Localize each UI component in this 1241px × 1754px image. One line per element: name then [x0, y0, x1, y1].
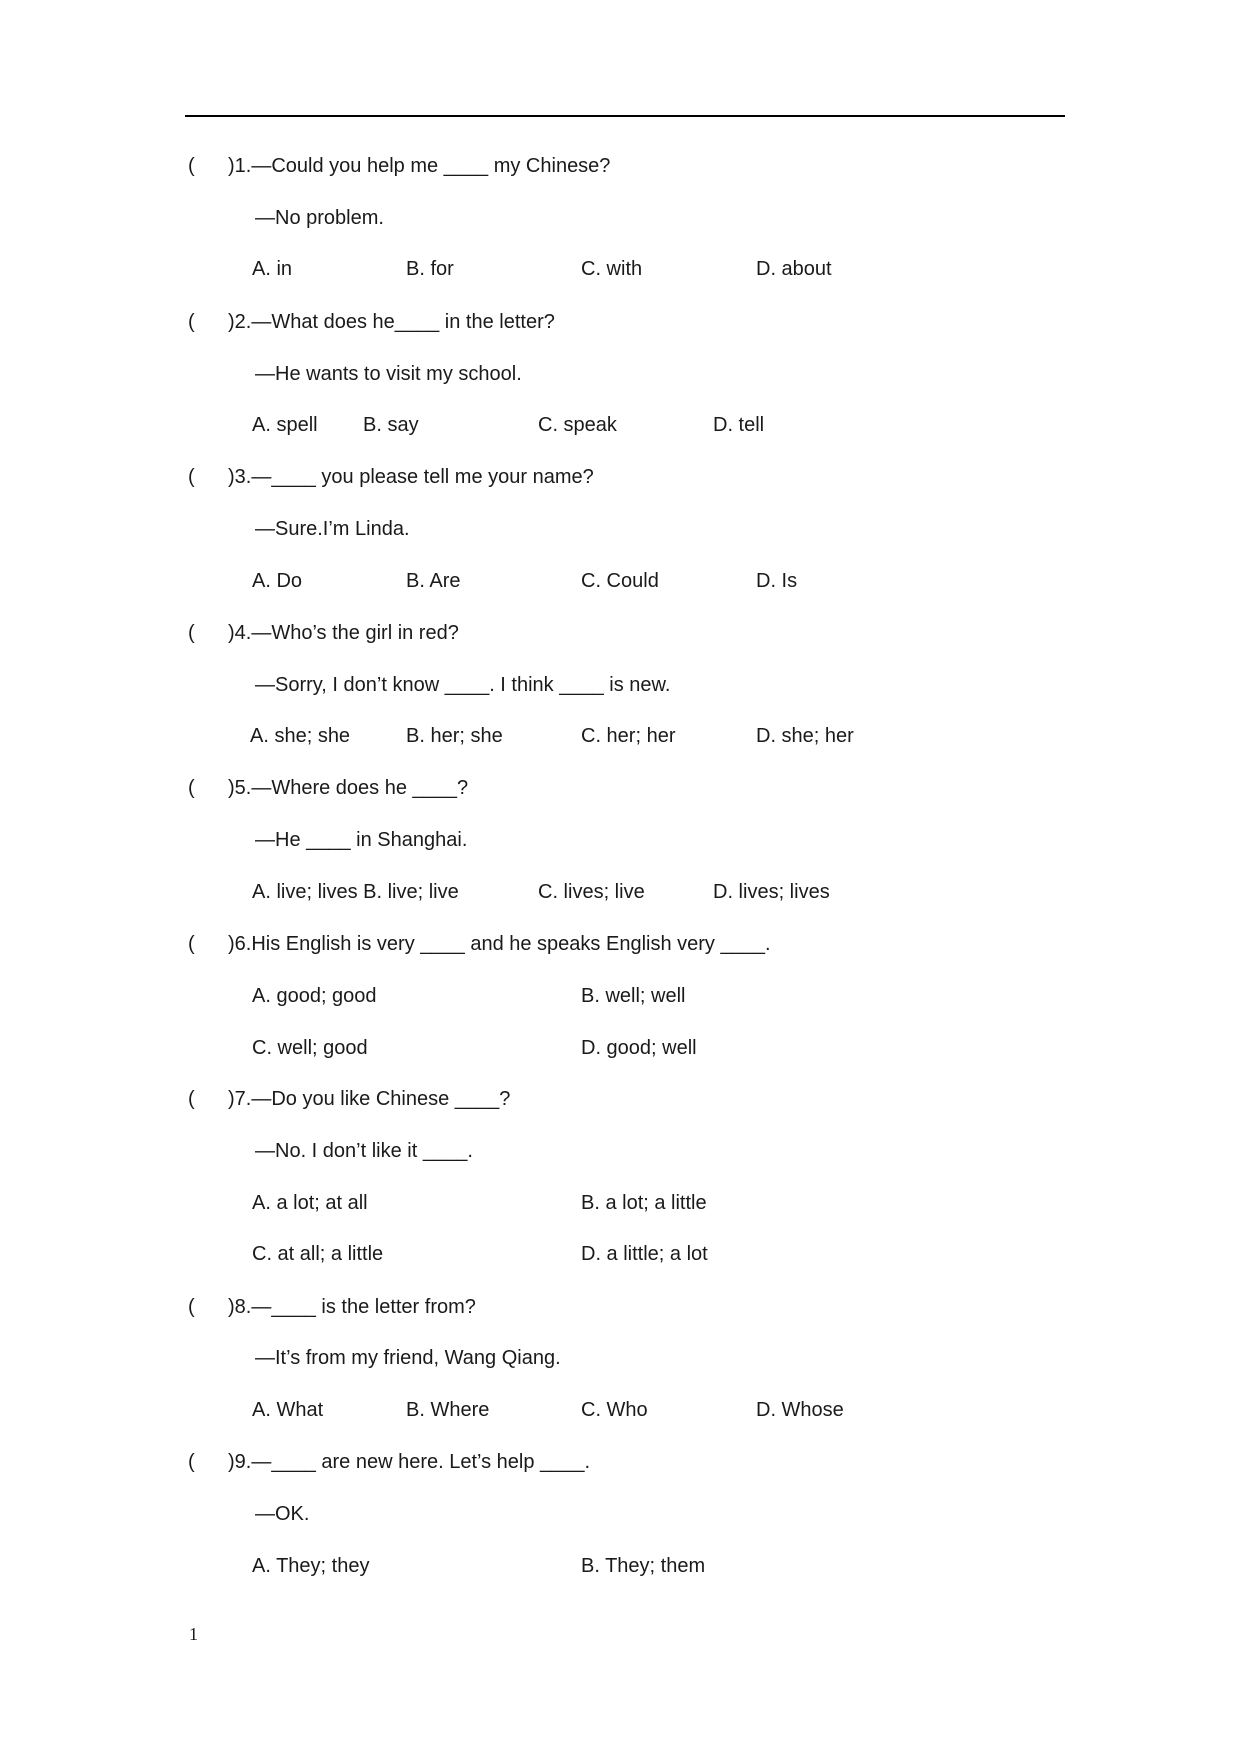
option-d: D. Is	[756, 570, 798, 592]
question-stem: )7.—Do you like Chinese ____?	[228, 1088, 511, 1110]
question-stem: )4.—Who’s the girl in red?	[228, 622, 459, 644]
question-stem: )2.—What does he____ in the letter?	[228, 311, 555, 333]
question-stem: )9.—____ are new here. Let’s help ____.	[228, 1451, 591, 1473]
option-b: B. a lot; a little	[581, 1192, 707, 1214]
option-a: A. a lot; at all	[252, 1192, 368, 1214]
option-a: A. she; she	[250, 725, 351, 747]
option-c: C. well; good	[252, 1037, 368, 1059]
option-d: D. about	[756, 258, 832, 280]
question-response: —No problem.	[255, 207, 384, 229]
option-b: B. well; well	[581, 985, 686, 1007]
option-a: A. in	[252, 258, 293, 280]
option-c: C. Could	[581, 570, 659, 592]
question-response: —OK.	[255, 1503, 310, 1525]
option-a: A. What	[252, 1399, 324, 1421]
question-response: —Sorry, I don’t know ____. I think ____ is new.	[255, 674, 671, 696]
option-b: B. Are	[406, 570, 461, 592]
option-d: D. Whose	[756, 1399, 844, 1421]
option-a: A. They; they	[252, 1555, 370, 1577]
option-b: B. Where	[406, 1399, 490, 1421]
page-number: 1	[189, 1624, 198, 1644]
answer-paren: (	[188, 1451, 195, 1473]
question-stem: )3.—____ you please tell me your name?	[228, 466, 594, 488]
option-d: D. good; well	[581, 1037, 697, 1059]
question-stem: )6.His English is very ____ and he speaks English very ____.	[228, 933, 771, 955]
option-d: D. a little; a lot	[581, 1243, 708, 1265]
option-a: A. good; good	[252, 985, 377, 1007]
option-b: B. for	[406, 258, 454, 280]
answer-paren: (	[188, 777, 195, 799]
option-c: C. lives; live	[538, 881, 645, 903]
question-response: —He ____ in Shanghai.	[255, 829, 468, 851]
option-c: C. at all; a little	[252, 1243, 384, 1265]
option-c: C. speak	[538, 414, 617, 436]
question-stem: )1.—Could you help me ____ my Chinese?	[228, 155, 611, 177]
option-d: D. lives; lives	[713, 881, 830, 903]
option-d: D. tell	[713, 414, 765, 436]
header-rule	[185, 115, 1065, 117]
option-a: A. Do	[252, 570, 303, 592]
question-stem: )5.—Where does he ____?	[228, 777, 469, 799]
option-b: B. say	[363, 414, 419, 436]
answer-paren: (	[188, 466, 195, 488]
option-b: B. her; she	[406, 725, 503, 747]
answer-paren: (	[188, 311, 195, 333]
question-response: —No. I don’t like it ____.	[255, 1140, 473, 1162]
answer-paren: (	[188, 1088, 195, 1110]
option-a-b: A. live; lives B. live; live	[252, 881, 459, 903]
option-c: C. with	[581, 258, 643, 280]
option-d: D. she; her	[756, 725, 854, 747]
question-response: —Sure.I’m Linda.	[255, 518, 410, 540]
answer-paren: (	[188, 1296, 195, 1318]
question-response: —It’s from my friend, Wang Qiang.	[255, 1347, 561, 1369]
option-a: A. spell	[252, 414, 318, 436]
answer-paren: (	[188, 622, 195, 644]
option-b: B. They; them	[581, 1555, 706, 1577]
option-c: C. Who	[581, 1399, 648, 1421]
answer-paren: (	[188, 155, 195, 177]
question-stem: )8.—____ is the letter from?	[228, 1296, 476, 1318]
option-c: C. her; her	[581, 725, 676, 747]
answer-paren: (	[188, 933, 195, 955]
question-response: —He wants to visit my school.	[255, 363, 522, 385]
